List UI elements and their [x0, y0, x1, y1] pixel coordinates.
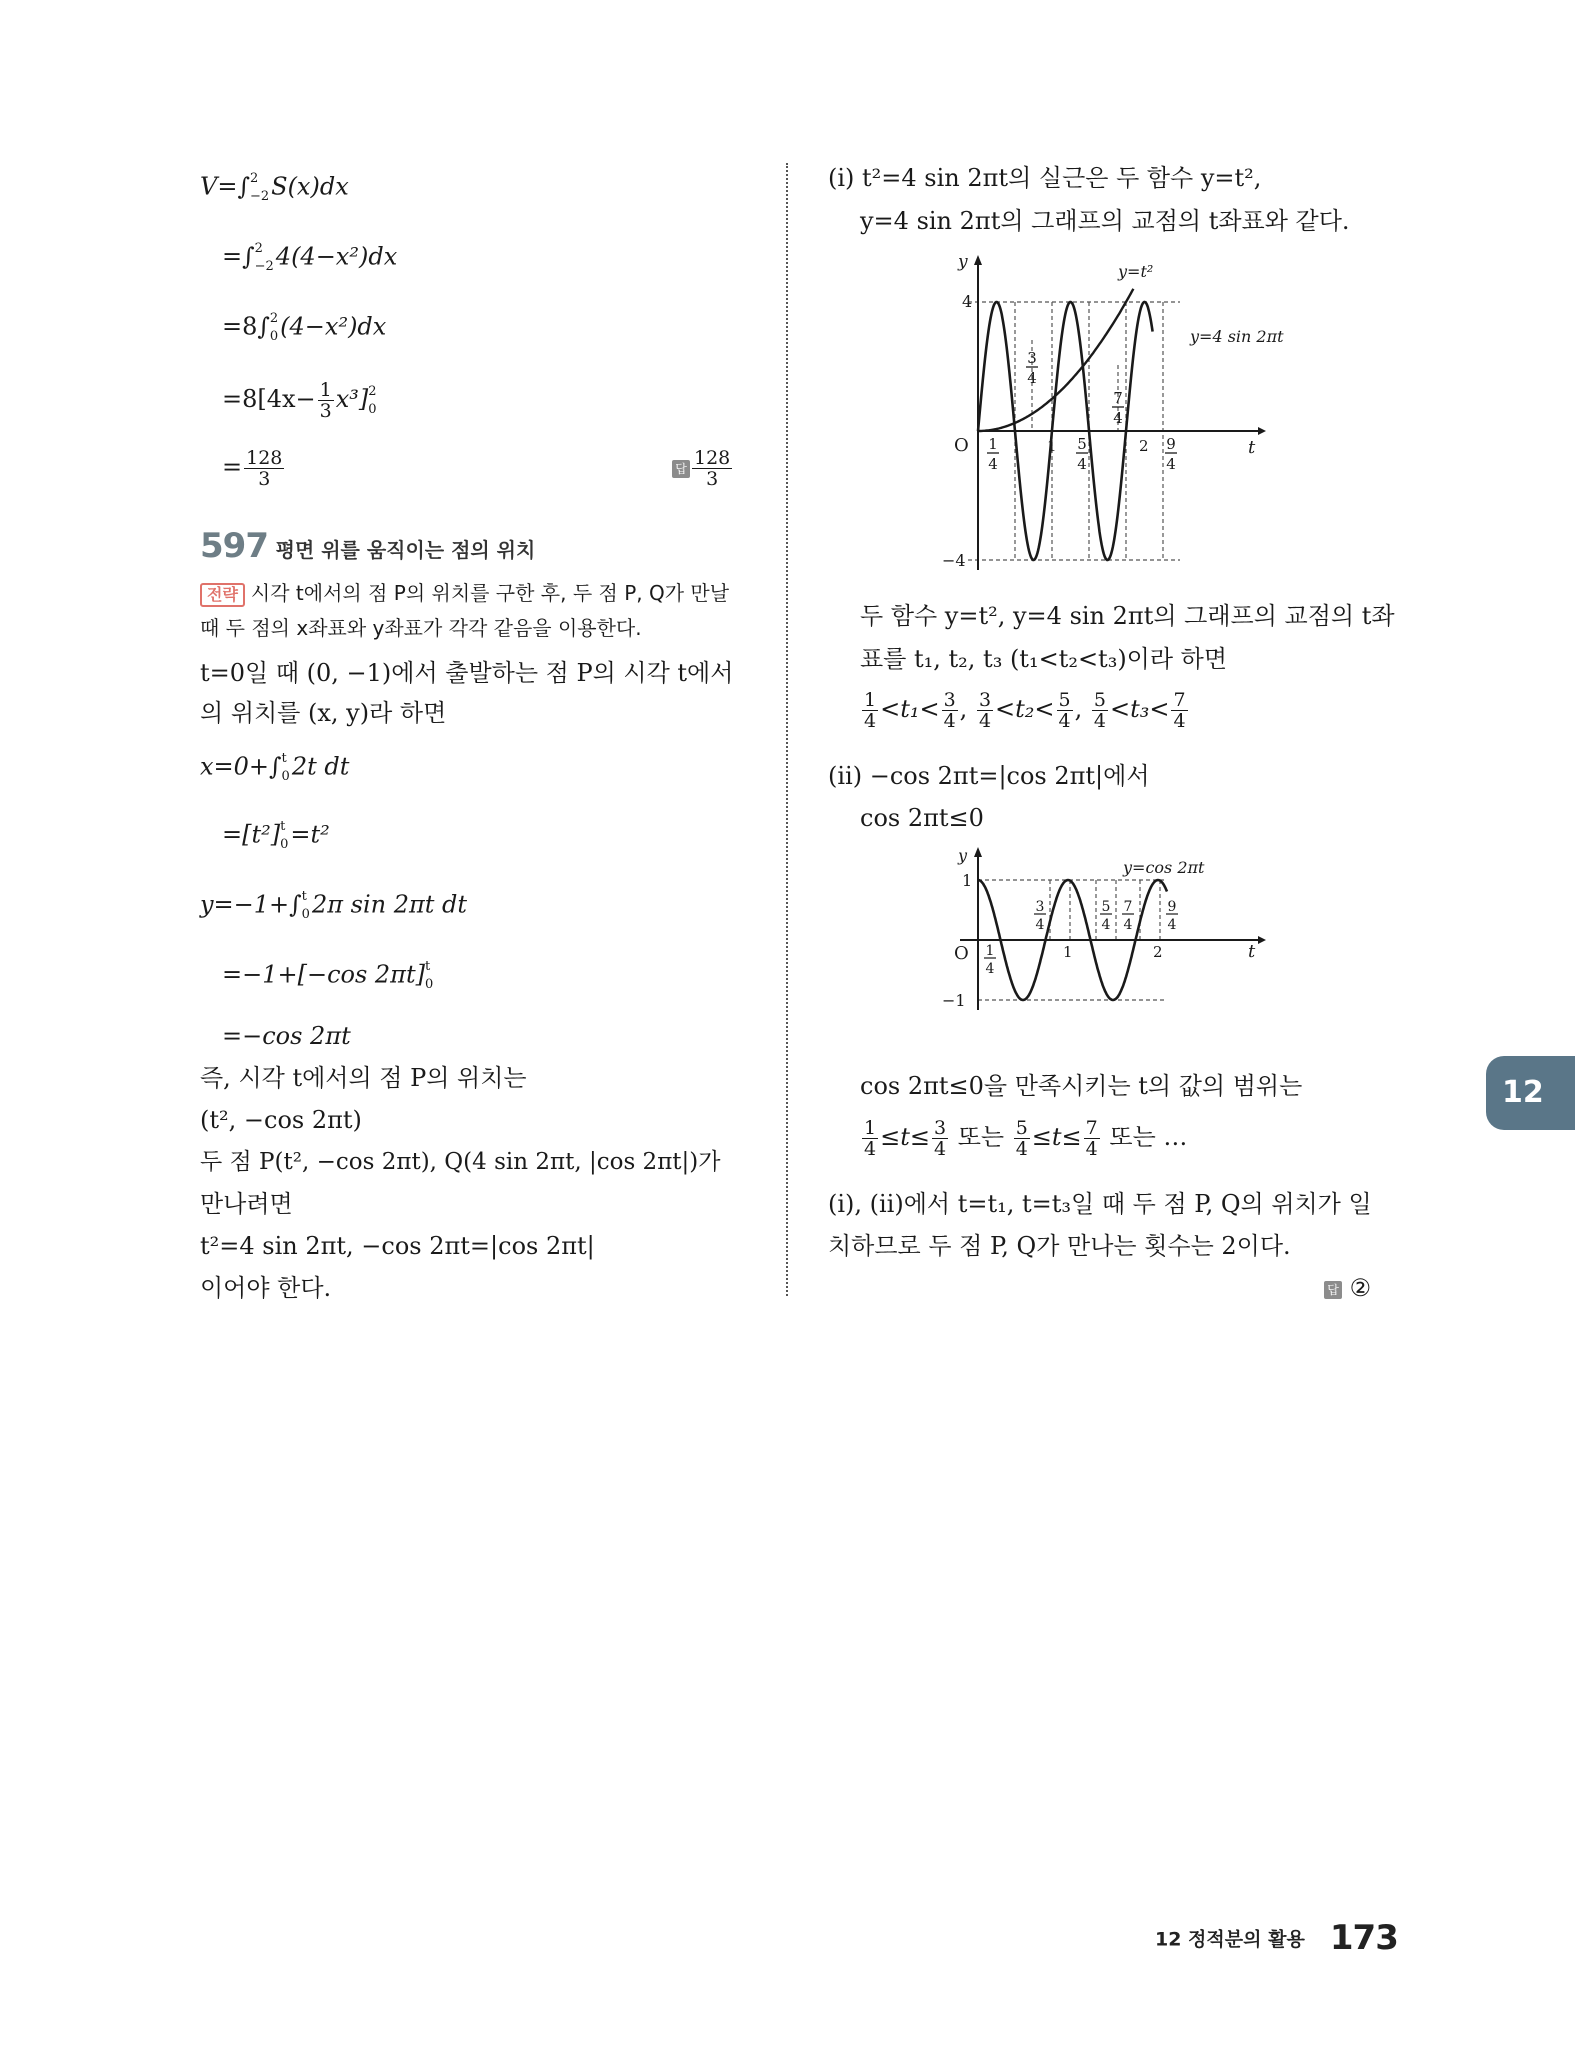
g2-origin-label: O: [954, 943, 969, 964]
x-integral-2: =[t²] t 0 =t²: [222, 819, 330, 852]
right-line-7: cos 2πt≤0: [860, 804, 984, 832]
g2-y-top: 1: [962, 871, 973, 890]
g2-tick-2: 2: [1153, 943, 1163, 961]
g1-tick-2: 2: [1139, 437, 1149, 455]
g1-frac-7-4-n: 7: [1113, 389, 1123, 407]
g1-frac-9-4-n: 9: [1166, 435, 1176, 453]
problem-number: 597: [200, 526, 268, 566]
g1-y-top: 4: [962, 292, 973, 311]
answer-mark-icon: 답: [1324, 1281, 1342, 1299]
graph-cos: [942, 845, 1268, 1045]
g2-frac-1-4-d: 4: [985, 961, 995, 977]
text-line-8: 이어야 한다.: [200, 1274, 332, 1302]
g2-frac-7-4-d: 4: [1123, 917, 1133, 933]
volume-line-5: = $\frac{128}{3}$: [222, 447, 283, 490]
g1-frac-3-4-d: 4: [1027, 369, 1037, 387]
g2-frac-3-4-n: 3: [1035, 899, 1045, 915]
g1-t-axis-label: t: [1248, 437, 1256, 458]
right-inequality-1: $\frac{1}{4}$ <t₁< $\frac{3}{4}$ , $\frac{3}{4}$ <t₂< $\frac{5}{4}$ , $\frac{5}{4}$ <t₃< $\frac{7}{4}$: [864, 689, 1186, 732]
g2-frac-7-4-n: 7: [1123, 899, 1133, 915]
g2-frac-9-4-d: 4: [1167, 917, 1177, 933]
g1-origin-label: O: [954, 435, 969, 456]
right-line-6: (ⅱ) −cos 2πt=|cos 2πt|에서: [828, 762, 1150, 790]
g1-frac-3-4-n: 3: [1027, 349, 1037, 367]
g2-frac-3-4-d: 4: [1035, 917, 1045, 933]
right-line-8: cos 2πt≤0을 만족시키는 t의 값의 범위는: [860, 1072, 1303, 1100]
g2-y-axis-label: y: [958, 846, 968, 865]
graph-sin-parabola: [942, 252, 1284, 585]
text-line-4: (t², −cos 2πt): [200, 1106, 362, 1134]
text-line-2: 의 위치를 (x, y)라 하면: [200, 699, 447, 727]
text-line-1: t=0일 때 (0, −1)에서 출발하는 점 P의 시각 t에서: [200, 659, 734, 687]
g2-tick-1: 1: [1063, 943, 1073, 961]
strategy-line-1: 전략 시각 t에서의 점 P의 위치를 구한 후, 두 점 P, Q가 만날: [200, 577, 729, 609]
volume-line-2: =∫ 2 −2 4(4−x²)dx: [222, 241, 398, 274]
y-integral-3: =−cos 2πt: [222, 1022, 351, 1050]
g2-frac-5-4-d: 4: [1101, 917, 1111, 933]
g1-curve2-label: y=4 sin 2πt: [1190, 327, 1284, 346]
g1-frac-1-4-d: 4: [988, 455, 998, 473]
g1-curve1-label: y=t²: [1118, 262, 1154, 281]
answer-2: 답 ②: [1324, 1272, 1371, 1304]
right-inequality-2: $\frac{1}{4}$ ≤t≤ $\frac{3}{4}$ 또는 $\frac{5}{4}$ ≤t≤ $\frac{7}{4}$ 또는 …: [864, 1117, 1188, 1160]
answer-mark-icon: 답: [672, 460, 690, 478]
column-divider: [786, 163, 788, 1296]
volume-line-3: =8∫ 2 0 (4−x²)dx: [222, 311, 387, 344]
right-line-4: 표를 t₁, t₂, t₃ (t₁<t₂<t₃)이라 하면: [860, 645, 1228, 673]
y-integral-1: y=−1+∫ t 0 2π sin 2πt dt: [200, 889, 468, 922]
text-line-7: t²=4 sin 2πt, −cos 2πt=|cos 2πt|: [200, 1232, 595, 1260]
g1-frac-1-4-n: 1: [988, 435, 998, 453]
page-number: 173: [1329, 1918, 1398, 1958]
y-integral-2: =−1+[−cos 2πt] t 0: [222, 959, 434, 992]
strategy-line-2: 때 두 점의 x좌표와 y좌표가 각각 같음을 이용한다.: [200, 616, 642, 640]
g2-y-bottom: −1: [942, 991, 966, 1010]
answer-1: 답 $\frac{128}{3}$: [672, 448, 734, 489]
text-line-5: 두 점 P(t², −cos 2πt), Q(4 sin 2πt, |cos 2πt|)가: [200, 1149, 721, 1175]
x-integral-1: x=0+∫ t 0 2t dt: [200, 751, 350, 784]
g2-frac-9-4-n: 9: [1167, 899, 1177, 915]
g1-frac-7-4-d: 4: [1113, 409, 1123, 427]
right-line-3: 두 함수 y=t², y=4 sin 2πt의 그래프의 교점의 t좌: [860, 602, 1395, 630]
g2-t-axis-label: t: [1248, 941, 1256, 962]
g1-y-bottom: −4: [942, 551, 966, 570]
text-line-6: 만나려면: [200, 1190, 293, 1218]
page-footer: [1155, 1918, 1398, 1958]
footer-chapter: 12 정적분의 활용: [1155, 1928, 1305, 1951]
right-line-1: (ⅰ) t²=4 sin 2πt의 실근은 두 함수 y=t²,: [828, 164, 1262, 192]
g1-frac-5-4-d: 4: [1077, 455, 1087, 473]
problem-header: [200, 526, 536, 566]
g2-curve-label: y=cos 2πt: [1123, 858, 1205, 877]
chapter-side-tab: 12: [1486, 1056, 1575, 1130]
volume-line-1: V=∫ 2 −2 S(x)dx: [200, 171, 349, 204]
g2-frac-1-4-n: 1: [985, 943, 995, 959]
g1-frac-5-4-n: 5: [1077, 435, 1087, 453]
text-line-3: 즉, 시각 t에서의 점 P의 위치는: [200, 1064, 527, 1092]
volume-line-4: =8[4x− $\frac{1}{3}$ x³] 2 0: [222, 379, 377, 422]
g1-tick-1: 1: [1047, 437, 1057, 455]
right-line-10: (ⅰ), (ⅱ)에서 t=t₁, t=t₃일 때 두 점 P, Q의 위치가 일: [828, 1190, 1372, 1218]
g2-frac-5-4-n: 5: [1101, 899, 1111, 915]
strategy-badge: 전략: [200, 583, 245, 607]
right-line-11: 치하므로 두 점 P, Q가 만나는 횟수는 2이다.: [828, 1232, 1291, 1260]
right-line-2: y=4 sin 2πt의 그래프의 교점의 t좌표와 같다.: [860, 207, 1350, 235]
g1-y-axis-label: y: [958, 252, 968, 272]
g1-frac-9-4-d: 4: [1166, 455, 1176, 473]
problem-title: 평면 위를 움직이는 점의 위치: [275, 538, 536, 562]
